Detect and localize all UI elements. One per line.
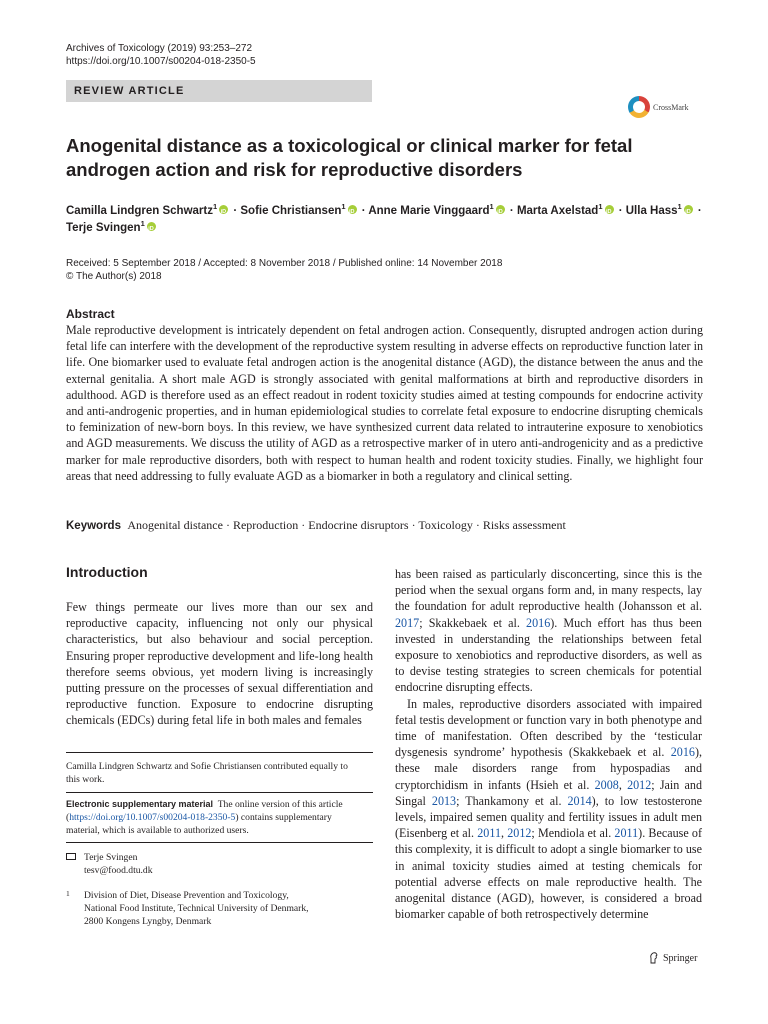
body-column-left — [66, 599, 373, 729]
citation-link[interactable]: 2014 — [567, 793, 592, 808]
paragraph — [395, 696, 702, 923]
orcid-icon[interactable] — [605, 205, 614, 214]
text-run: ; Skakkebaek et al. — [419, 615, 527, 630]
affiliation-line: Division of Diet, Disease Prevention and Toxicology, — [84, 890, 289, 901]
section-heading-introduction: Introduction — [66, 564, 148, 580]
abstract-text: Male reproductive development is intricately dependent on fetal androgen action. Consequently, disrupted androgen action during fetal life can interfere with the development of the reproductive system resulting in adverse effects on reproductive function later in life. One biomarker used to evaluate fetal androgen action is the anogenital distance (AGD), the distance between the anus and the external genitalia. A short male AGD is strongly associated with genital malformations at birth and reproductive disorders in adulthood. AGD is therefore used as an effect readout in rodent toxicity studies aimed at testing compounds for endocrine activity and anti-androgenic properties, and in human epidemiological studies to correlate fetal exposure to endocrine disrupting chemicals to feminization of new-born boys. In this review, we have synthesized current data related to intrauterine exposure to xenobiotics and AGD measurements. We discuss the utility of AGD as a retrospective marker of in utero anti-androgenicity and as a predictive marker for male reproductive disorders, both with respect to human health and rodent toxicity studies. Finally, we highlight four areas that need addressing to fully evaluate AGD as a biomarker in both a regulatory and clinical setting. — [66, 323, 703, 483]
springer-horse-icon — [648, 952, 659, 964]
author-list: Camilla Lindgren Schwartz$^1$iD · Sofie Christiansen$^1$iD · Anne Marie Vinggaard$^1$iD · Marta Axelstad$^1$iD · Ulla Hass$^1$iD · Terje Svingen$^1$iD — [66, 203, 716, 237]
affiliation-line: National Food Institute, Technical University of Denmark, — [84, 903, 309, 914]
copyright-notice: © The Author(s) 2018 — [66, 271, 162, 282]
paragraph: Few things permeate our lives more than our sex and reproductive capacity, influencing not only our physical characteristics, but also behaviour and social perception. Ensuring proper reproductive development and life-long health therefore seems obvious, yet modern living is increasingly putting pressure on the processes of sexual differentiation and reproductive function. Exposure to endocrine disrupting chemicals (EDCs) during fetal life in both males and females — [66, 600, 373, 728]
citation-link[interactable]: 2011 — [477, 826, 501, 841]
text-run: ), to low testosterone levels, impaired semen quality and fertility issues in adult men (Eisenberg et al. — [395, 793, 702, 841]
text-run: ; Jain and Singal — [395, 777, 703, 808]
supplementary-material-note — [66, 798, 356, 837]
orcid-icon[interactable] — [219, 205, 228, 214]
citation-link[interactable]: 2017 — [395, 615, 420, 630]
text-run: In males, reproductive disorders associated with impaired fetal testis development or function vary in both phenotype and time of manifestation. Often described by the ‘testicular dysgenesis syndrome’ hypothesis (Skakkebaek et al. — [395, 696, 702, 760]
citation-link[interactable]: 2012 — [627, 777, 652, 792]
author-affiliation-number: 1 — [489, 202, 494, 212]
citation-link[interactable]: 2012 — [507, 826, 532, 841]
title-line-1: Anogenital distance as a toxicological or clinical marker for fetal — [66, 135, 633, 156]
crossmark-badge[interactable] — [628, 94, 708, 120]
citation-link[interactable]: 2011 — [614, 826, 639, 841]
text-run: ; Mendiola et al. — [531, 826, 615, 841]
author-name[interactable]: Ulla Hass — [625, 205, 678, 217]
orcid-icon[interactable] — [147, 222, 156, 231]
envelope-icon — [66, 853, 76, 860]
text-run: has been raised as particularly disconcerting, since this is the period when the sexual organs form and, in many respects, lay the foundation for adult reproductive health (Johansson et al. — [395, 567, 702, 614]
publisher-name: Springer — [663, 952, 698, 964]
affiliation — [84, 889, 374, 928]
author-affiliation-number: 1 — [140, 219, 145, 229]
body-column-right — [395, 566, 702, 922]
keywords-list: Anogenital distance · Reproduction · Endocrine disruptors · Toxicology · Risks assessment — [127, 518, 566, 532]
footnote-divider — [66, 792, 373, 793]
title-line-2: androgen action and risk for reproductive disorders — [66, 159, 523, 180]
author-name[interactable]: Marta Axelstad — [516, 205, 599, 217]
esm-label: Electronic supplementary material — [66, 799, 214, 809]
text-run: ), these male disorders range from hypospadias and cryptorchidism in infants (Hsieh et al. — [395, 745, 702, 792]
orcid-icon[interactable] — [496, 205, 505, 214]
crossmark-icon — [628, 96, 650, 118]
history-dates: Received: 5 September 2018 / Accepted: 8 November 2018 / Published online: 14 November 2018 — [66, 258, 503, 269]
journal-citation: Archives of Toxicology (2019) 93:253–272 — [66, 43, 253, 54]
publication-dates — [66, 257, 502, 283]
author-affiliation-number: 1 — [341, 202, 346, 212]
author-affiliation-number: 1 — [212, 202, 218, 212]
contact-email[interactable]: tesv@food.dtu.dk — [84, 865, 153, 876]
citation-link[interactable]: 2013 — [431, 793, 457, 808]
text-run: , — [501, 826, 508, 841]
corresponding-author — [84, 851, 374, 877]
abstract-heading: Abstract — [66, 307, 115, 321]
contact-name: Terje Svingen — [84, 852, 138, 863]
article-title — [66, 134, 666, 182]
footnote-divider — [66, 752, 373, 753]
text-run: ). Because of this complexity, it is difficult to adopt a single biomarker to use in animal toxicity studies aimed at testing chemicals for potential adverse effects on male reproductive health. The anogenital distance (AGD), however, is considered a broad biomarker capable of both retrospectively determine — [395, 826, 702, 922]
paragraph — [395, 566, 702, 696]
supplementary-doi-link[interactable]: https://doi.org/10.1007/s00204-018-2350-5 — [69, 812, 236, 823]
publisher-logo — [648, 952, 697, 964]
affiliation-number: 1 — [66, 889, 70, 898]
text-run: The online version of this article ( — [66, 799, 343, 823]
text-run: ) contains supplementary material, which is available to authorized users. — [66, 812, 332, 836]
orcid-icon[interactable] — [684, 205, 693, 214]
article-type-banner: REVIEW ARTICLE — [66, 80, 372, 102]
author-affiliation-number: 1 — [598, 202, 603, 212]
citation-link[interactable]: 2016 — [526, 615, 551, 630]
doi-link[interactable]: https://doi.org/10.1007/s00204-018-2350-5 — [66, 56, 256, 67]
author-name[interactable]: Sofie Christiansen — [240, 205, 342, 217]
keywords — [66, 517, 566, 534]
affiliation-line: 2800 Kongens Lyngby, Denmark — [84, 916, 212, 927]
author-affiliation-number: 1 — [677, 202, 682, 212]
footnote-divider — [66, 842, 373, 843]
text-run: , — [618, 777, 628, 792]
equal-contribution-note: Camilla Lindgren Schwartz and Sofie Christiansen contributed equally to this work. — [66, 761, 348, 785]
citation-link[interactable]: 2016 — [670, 745, 695, 760]
text-run: ; Thankamony et al. — [456, 793, 568, 808]
author-name[interactable]: Terje Svingen — [66, 222, 141, 234]
author-name[interactable]: Camilla Lindgren Schwartz — [66, 205, 213, 217]
author-name[interactable]: Anne Marie Vinggaard — [368, 205, 490, 217]
citation-link[interactable]: 2008 — [594, 777, 619, 792]
orcid-icon[interactable] — [348, 205, 357, 214]
text-run: ). Much effort has thus been invested in understanding the relationships between fetal exposure to xenobiotics and reproductive disorders, as well as to devise testing strategies to screen chemicals for potential endocrine disrupting effects. — [395, 615, 702, 695]
keywords-label: Keywords — [66, 520, 121, 532]
crossmark-label: CrossMark — [653, 102, 689, 112]
